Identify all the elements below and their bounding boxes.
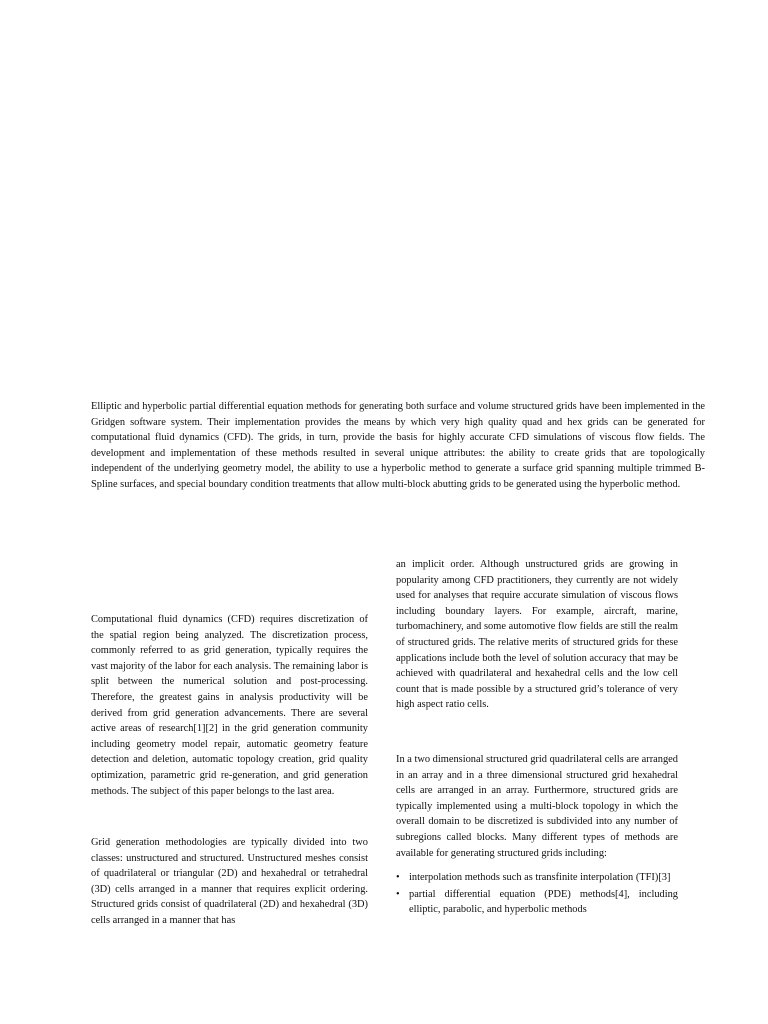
paragraph-text: Computational fluid dynamics (CFD) requires discretization of the spatial region being analyzed. The discretization process, commonly referred to as grid generation, typically requires the vast majority of the labor for each analysis. The remaining labor is split between the numerical solution and post-processing. Therefore, the greatest gains in analysis productivity will be derived from grid generation advancements. There are several active areas of research[1][2] in the grid generation community including geometry model repair, automatic geometry feature detection and deletion, automatic topology creation, grid quality optimization, parametric grid re-generation, and grid generation methods. The subject of this paper belongs to the last area.: [91, 614, 368, 797]
list-item: [396, 887, 678, 918]
introduction-paragraph-1: [91, 612, 368, 799]
paragraph-text: an implicit order. Although unstructured grids are growing in popularity among CFD practitioners, they currently are not widely used for analyses that require accurate simulation of viscous flows including boundary layers. For example, aircraft, marine, turbomachinery, and some automotive flow fields are still the realm of structured grids. The relative merits of structured grids for these applications include both the level of solution accuracy that may be achieved with quadrilateral and hexahedral cells and the low cell count that is made possible by a structured grid’s tolerance of very high aspect ratio cells.: [396, 559, 678, 711]
list-item-text: partial differential equation (PDE) methods[4], including elliptic, parabolic, and hyperbolic methods: [409, 888, 678, 916]
introduction-paragraph-3: [396, 557, 678, 713]
abstract: [91, 399, 705, 493]
list-item: [396, 870, 678, 886]
structured-grids-paragraph: [396, 752, 678, 861]
paragraph-text: Grid generation methodologies are typically divided into two classes: unstructured and structured. Unstructured meshes consist of quadrilateral or triangular (2D) and hexahedral or tetrahedral (3D) cells arranged in a manner that requires explicit ordering. Structured grids consist of quadrilateral (2D) and hexahedral (3D) cells arranged in a manner that has: [91, 837, 368, 926]
methods-list: [396, 870, 678, 919]
list-item-text: interpolation methods such as transfinite interpolation (TFI)[3]: [409, 872, 671, 883]
abstract-text: Elliptic and hyperbolic partial differential equation methods for generating both surface and volume structured grids have been implemented in the Gridgen software system. Their implementation provides the means by which very high quality quad and hex grids can be generated for computational fluid dynamics (CFD). The grids, in turn, provide the basis for highly accurate CFD simulations of viscous flow fields. The development and implementation of these methods resulted in several unique attributes: the ability to create grids that are topologically independent of the underlying geometry model, the ability to use a hyperbolic method to generate a surface grid spanning multiple trimmed B-Spline surfaces, and special boundary condition treatments that allow multi-block abutting grids to be generated using the hyperbolic method.: [91, 401, 705, 490]
bullet-icon: •: [396, 888, 400, 900]
introduction-paragraph-2: [91, 835, 368, 929]
bullet-icon: •: [396, 872, 400, 883]
paragraph-text: In a two dimensional structured grid quadrilateral cells are arranged in an array and in a three dimensional structured grid hexahedral cells are arranged in an array. Furthermore, structured grids are typically implemented using a multi-block topology in which the overall domain to be discretized is subdivided into any number of subregions called blocks. Many different types of methods are available for generating structured grids including:: [396, 754, 678, 859]
